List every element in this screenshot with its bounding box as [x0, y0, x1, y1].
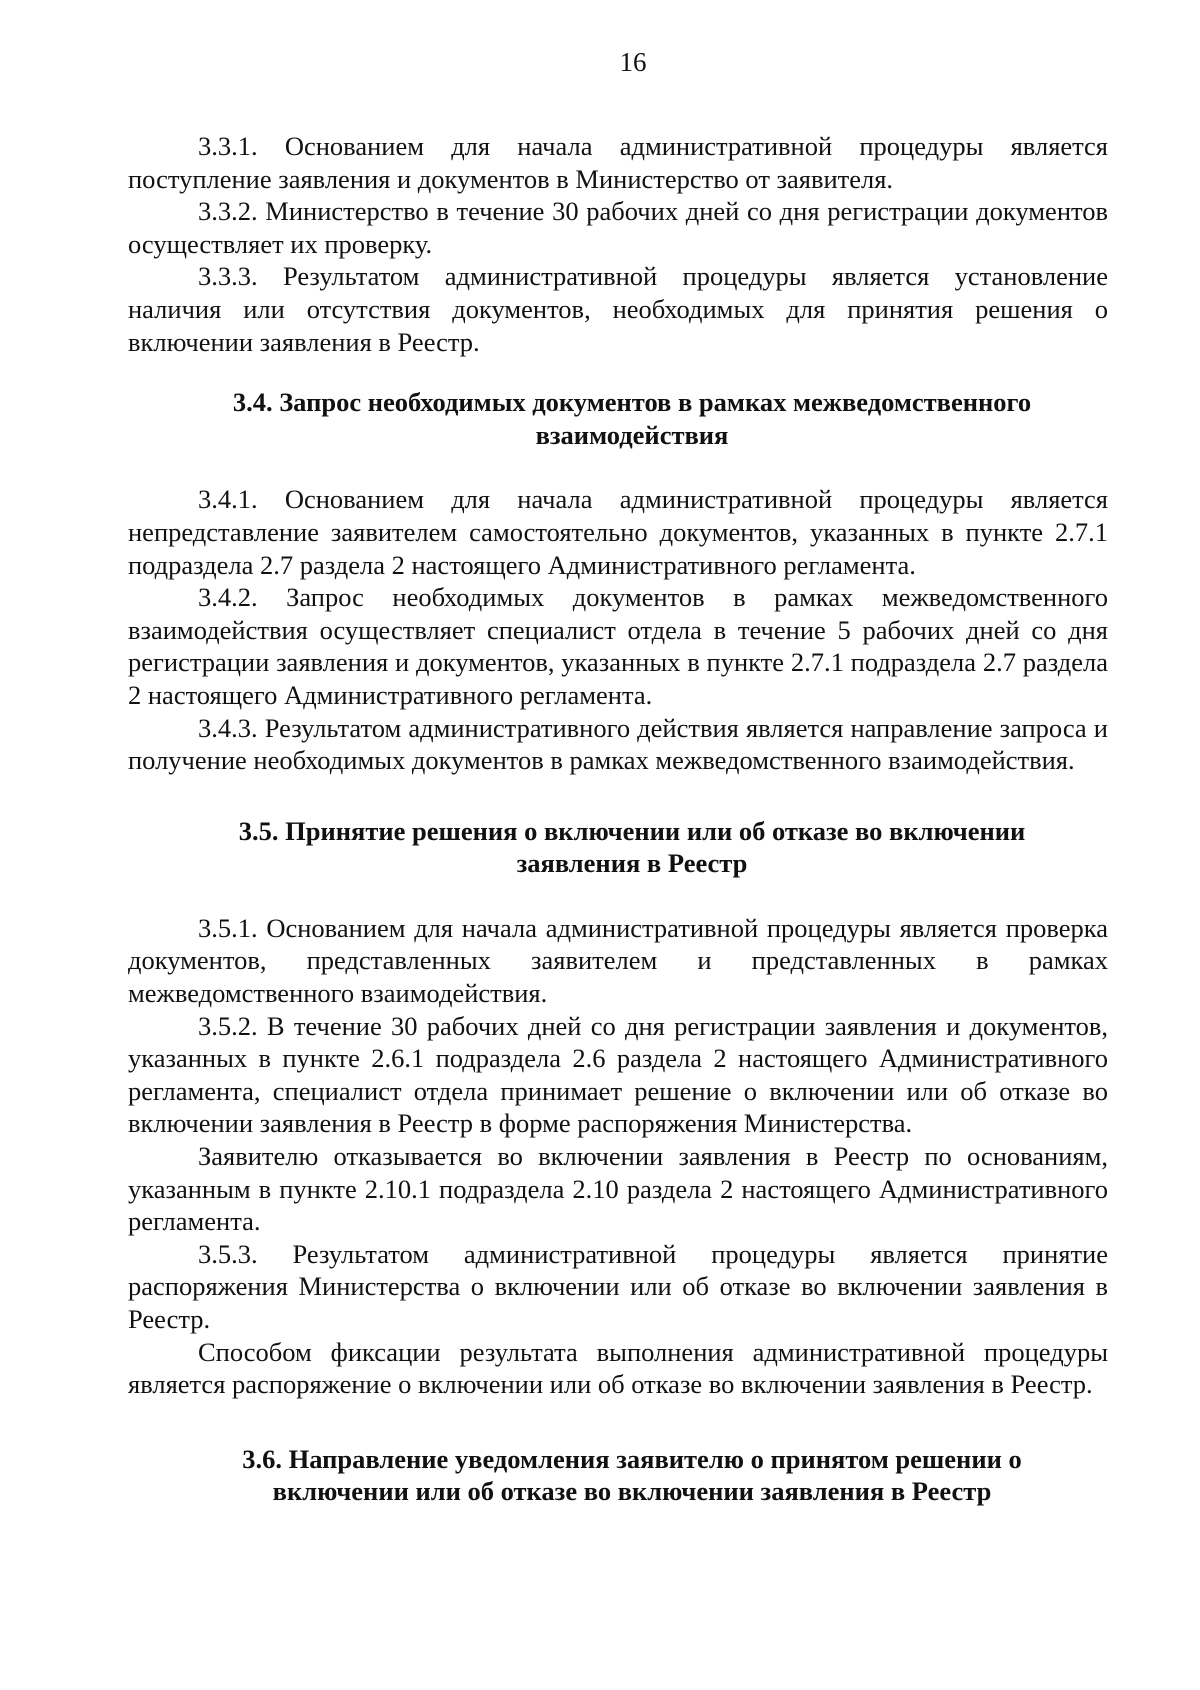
heading-section-3-6	[128, 1443, 1108, 1508]
heading-section-3-4	[128, 386, 1108, 451]
paragraph-3-4-1: 3.4.1. Основанием для начала административной процедуры является непредставление заявителем самостоятельно документов, указанных в пункте 2.7.1 подраздела 2.7 раздела 2 настоящего Административного регламента.	[128, 484, 1108, 580]
paragraph-3-3-3: 3.3.3. Результатом административной процедуры является установление наличия или отсутствия документов, необходимых для принятия решения о включении заявления в Реестр.	[128, 261, 1108, 357]
page-number: 16	[619, 47, 647, 77]
paragraph-3-3-2: 3.3.2. Министерство в течение 30 рабочих дней со дня регистрации документов осуществляет их проверку.	[128, 196, 1108, 259]
heading-3-4-line-2: взаимодействия	[535, 419, 729, 450]
paragraph-3-5-refusal: Заявителю отказывается во включении заявления в Реестр по основаниям, указанным в пункте 2.10.1 подраздела 2.10 раздела 2 настоящего Административного регламента.	[128, 1141, 1108, 1237]
section-3-4-body	[128, 483, 1108, 776]
heading-3-4-line-1: 3.4. Запрос необходимых документов в рамках межведомственного	[232, 387, 1032, 418]
paragraph-3-5-2: 3.5.2. В течение 30 рабочих дней со дня регистрации заявления и документов, указанных в пункте 2.6.1 подраздела 2.6 раздела 2 настоящего Административного регламента, специалист отдела принимает решение о включении или об отказе во включении заявления в Реестр в форме распоряжения Министерства.	[128, 1010, 1108, 1139]
heading-3-5-line-1: 3.5. Принятие решения о включении или об отказе во включении	[238, 815, 1026, 846]
heading-3-6-line-1: 3.6. Направление уведомления заявителю о принятом решении о	[242, 1443, 1022, 1474]
paragraph-3-4-3: 3.4.3. Результатом административного действия является направление запроса и получение необходимых документов в рамках межведомственного взаимодействия.	[128, 712, 1108, 776]
paragraph-3-4-2: 3.4.2. Запрос необходимых документов в рамках межведомственного взаимодействия осуществляет специалист отдела в течение 5 рабочих дней со дня регистрации заявления и документов, указанных в пункте 2.7.1 подраздела 2.7 раздела 2 настоящего Административного регламента.	[128, 582, 1108, 710]
paragraph-3-5-fixation: Способом фиксации результата выполнения административной процедуры является распоряжение о включении или об отказе во включении заявления в Реестр.	[128, 1336, 1108, 1400]
paragraph-3-5-3: 3.5.3. Результатом административной процедуры является принятие распоряжения Министерства о включении или об отказе во включении заявления в Реестр.	[128, 1238, 1108, 1334]
paragraph-3-3-1: 3.3.1. Основанием для начала административной процедуры является поступление заявления и документов в Министерство от заявителя.	[128, 131, 1108, 194]
section-3-5-body	[128, 912, 1108, 1401]
page-content	[128, 44, 1108, 1508]
heading-section-3-5	[128, 815, 1108, 880]
heading-3-6-line-2: включении или об отказе во включении заявления в Реестр	[272, 1476, 992, 1507]
section-3-3-body	[128, 130, 1108, 358]
heading-3-5-line-2: заявления в Реестр	[516, 848, 748, 879]
paragraph-3-5-1: 3.5.1. Основанием для начала административной процедуры является проверка документов, представленных заявителем и представленных в рамках межведомственного взаимодействия.	[128, 912, 1108, 1009]
